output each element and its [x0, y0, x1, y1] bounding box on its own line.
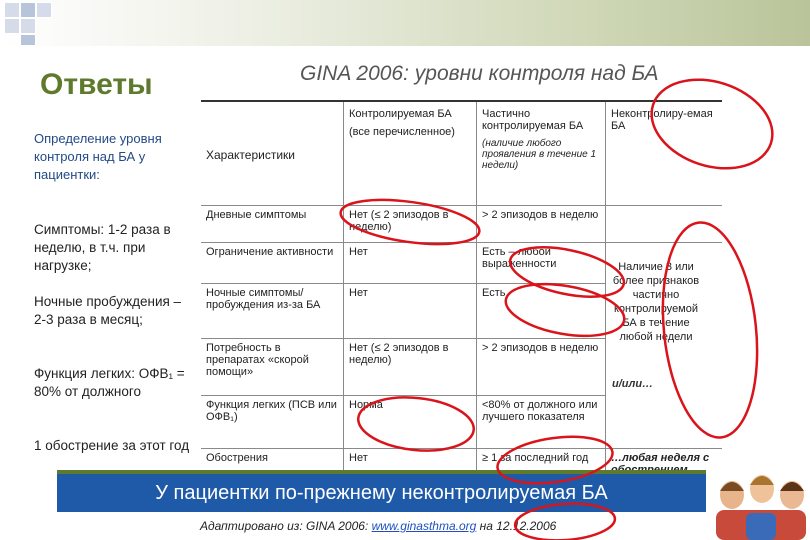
table-row [201, 206, 722, 243]
row-label: Функция легких (ПСВ или ОФВ₁) [201, 396, 344, 449]
slide-title: GINA 2006: уровни контроля над БА [300, 62, 659, 85]
row-label: Обострения [206, 452, 268, 464]
controlled-cell: Нет [344, 284, 477, 339]
controlled-cell: Нет [344, 449, 477, 480]
lung-function-note: Функция легких: ОФВ₁ = 80% от должного [34, 366, 185, 399]
symptoms-note: Симптомы: 1-2 раза в неделю, в т.ч. при нагрузке; [34, 222, 171, 273]
header-partly-controlled [477, 101, 606, 206]
row-label: Потребность в препаратах «скорой помощи» [201, 339, 344, 396]
uncontrolled-cell: …любая неделя с [606, 449, 723, 480]
header-partly-label: Частично контролируемая БА [482, 108, 584, 132]
control-definition-label: Определение уровня контроля над БА у пациентки: [34, 131, 162, 182]
header-uncontrolled: Неконтролиру-емая БА [606, 101, 723, 206]
and-or-label: и/или… [612, 378, 654, 390]
controlled-cell: Нет (≤ 2 эпизодов в неделю) [344, 206, 477, 243]
uncontrolled-cell [606, 206, 723, 243]
header-partly-note: (наличие любого проявления в течение 1 недели) [482, 138, 597, 171]
exacerbation-note: 1 обострение за этот год [34, 438, 190, 453]
top-decorative-bar [0, 0, 810, 46]
partly-cell: > 2 эпизодов в неделю [477, 339, 606, 396]
uncontrolled-cell [606, 396, 723, 449]
header-controlled-note: (все перечисленное) [349, 126, 455, 138]
partly-cell: Есть – любой выраженности [477, 243, 606, 284]
answers-title: Ответы [40, 68, 153, 101]
header-controlled-label: Контролируемая БА [349, 108, 452, 120]
uncontrolled-criteria-text: Наличие 3 или более признаков частично контролируемой БА в течение любой недели [612, 261, 700, 343]
children-photo-illustration [710, 455, 810, 540]
header-characteristics: Характеристики [201, 101, 344, 206]
row-label: Ночные симптомы/ пробуждения из-за БА [201, 284, 344, 339]
controlled-cell: Нет (≤ 2 эпизодов в неделю) [344, 339, 477, 396]
table-header-row [201, 101, 722, 206]
controlled-cell: Нет [344, 243, 477, 284]
partly-cell: <80% от должного или лучшего показателя [477, 396, 606, 449]
row-label: Дневные симптомы [201, 206, 344, 243]
row-label: Ограничение активности [201, 243, 344, 284]
partly-cell: ≥ 1 за последний год [477, 449, 606, 480]
source-caption [200, 519, 556, 533]
night-awakenings-note: Ночные пробуждения – 2-3 раза в месяц; [34, 294, 182, 327]
source-prefix: Адаптировано из: GINA 2006: [200, 519, 372, 533]
table-row [201, 396, 722, 449]
header-controlled [344, 101, 477, 206]
conclusion-banner: У пациентки по-прежнему неконтролируемая БА [57, 474, 706, 512]
controlled-cell: Норма [344, 396, 477, 449]
partly-cell: Есть [477, 284, 606, 339]
source-suffix: на 12.12.2006 [476, 519, 557, 533]
source-link[interactable]: www.ginasthma.org [371, 519, 477, 533]
partly-cell: > 2 эпизодов в неделю [477, 206, 606, 243]
